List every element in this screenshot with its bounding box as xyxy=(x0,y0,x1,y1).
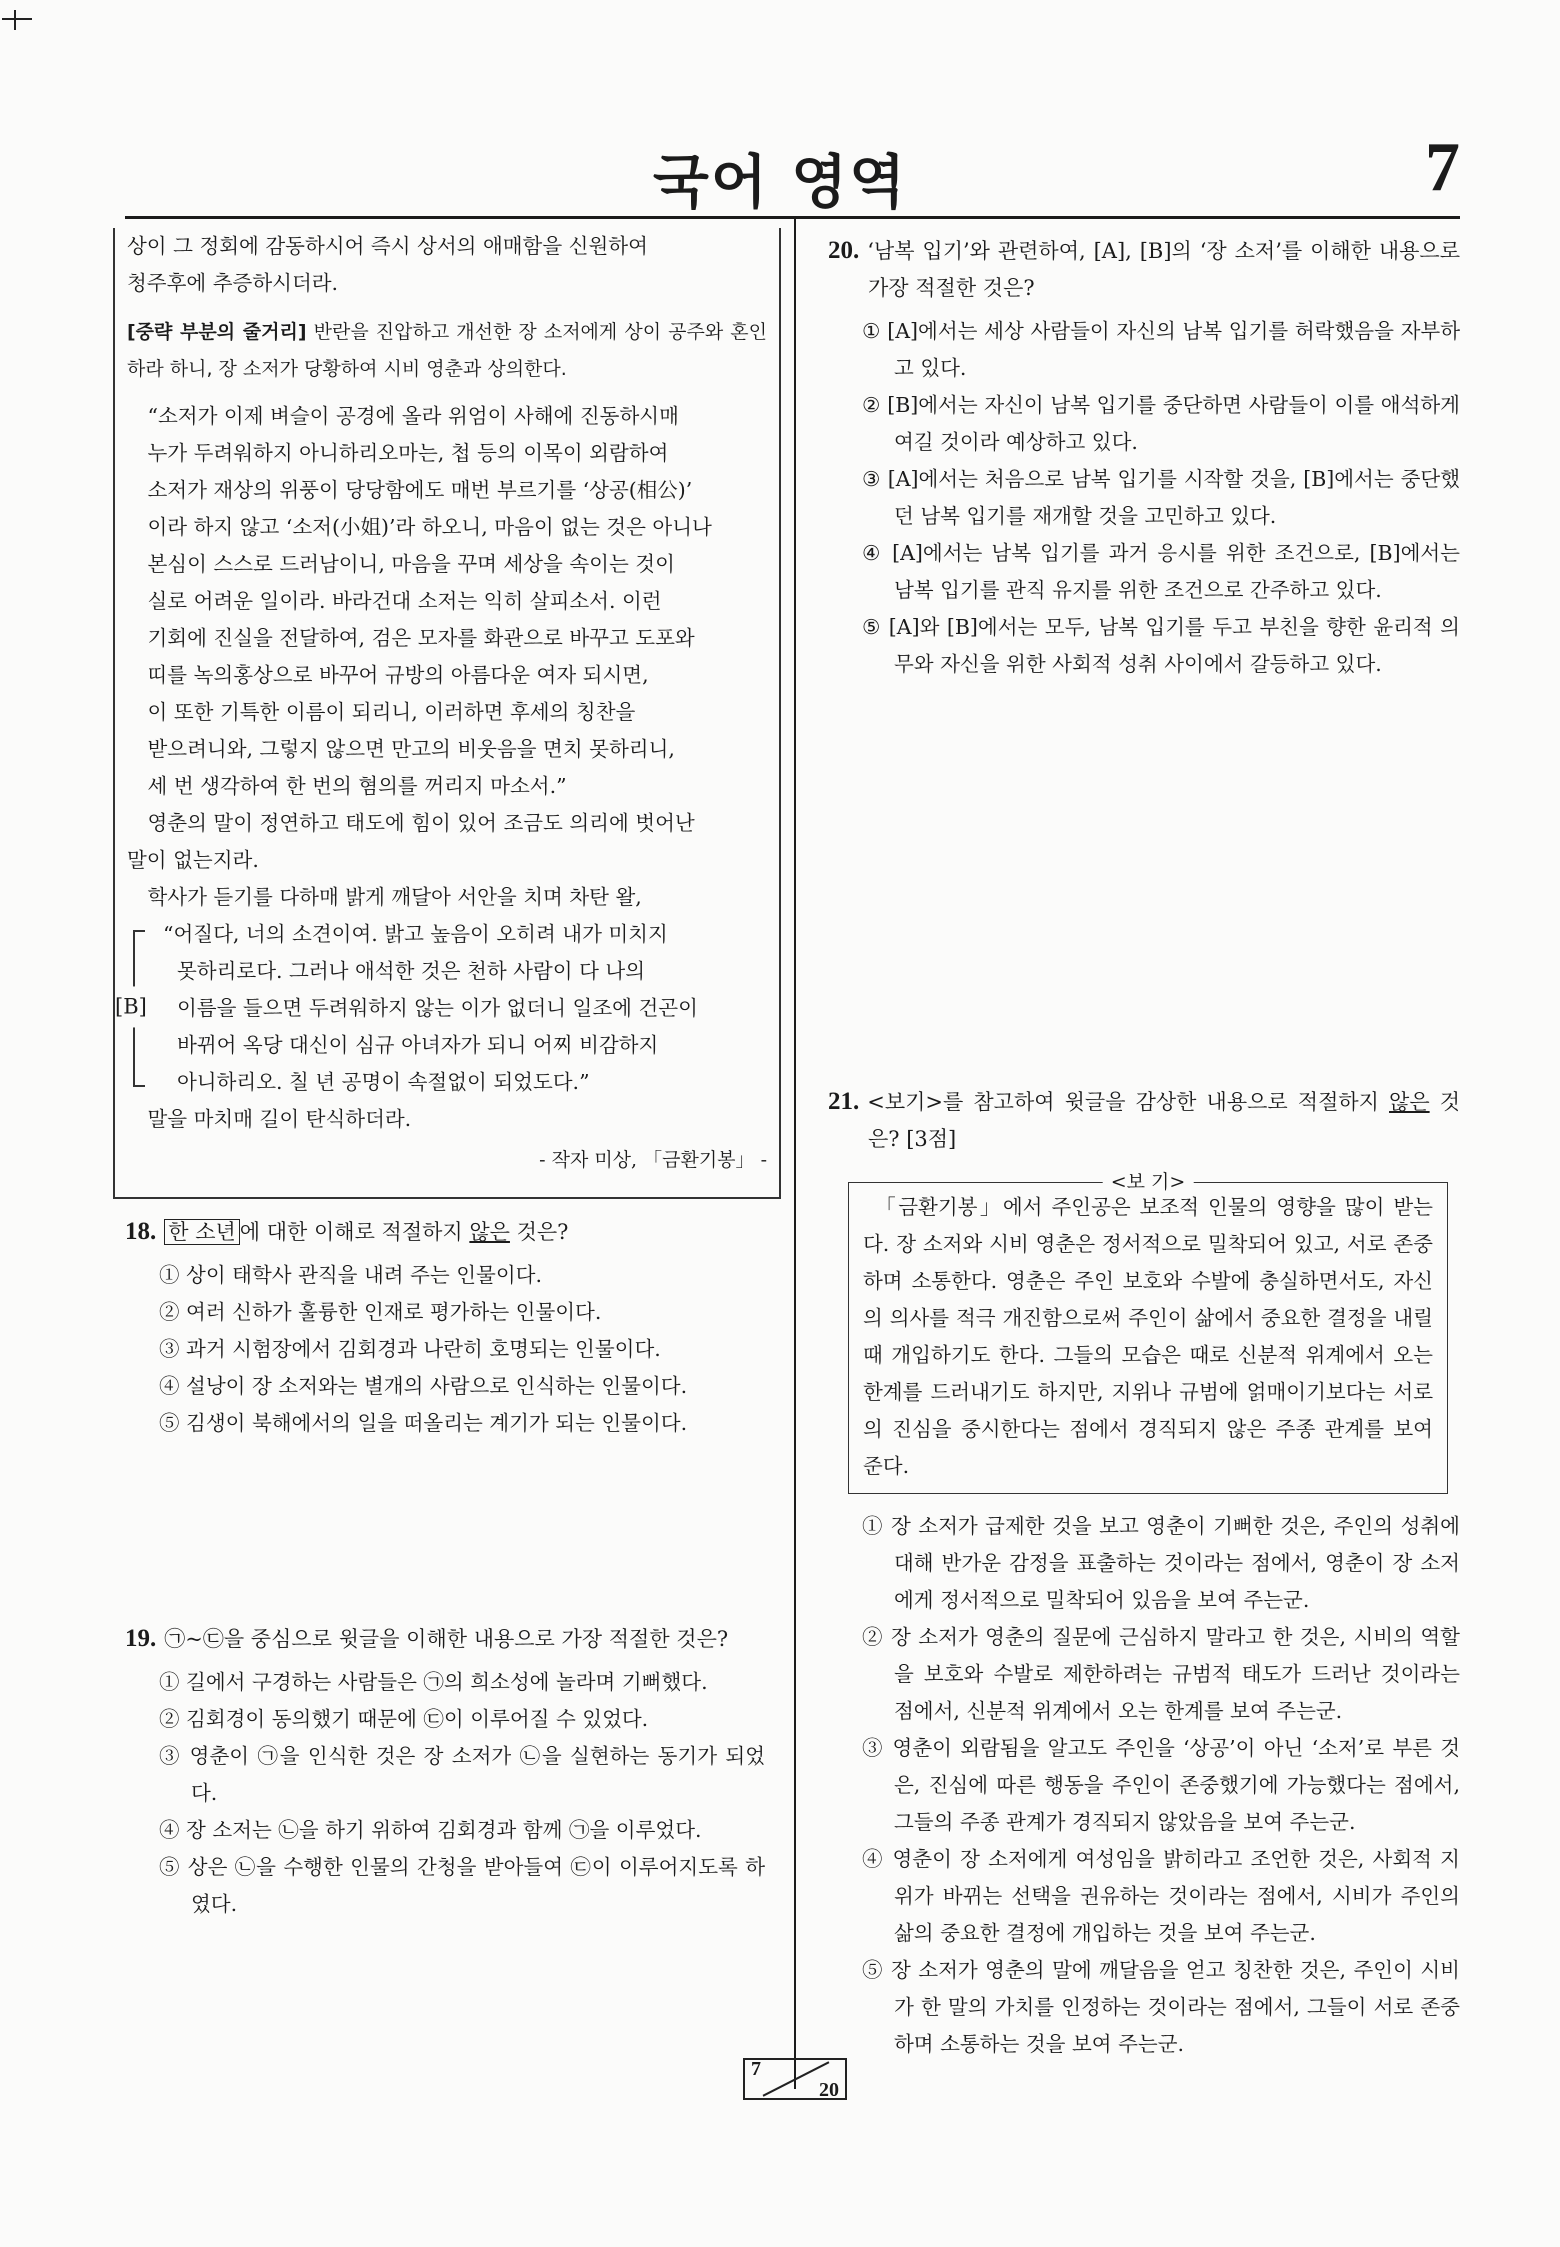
narration-line: 학사가 듣기를 다하매 밝게 깨달아 서안을 치며 차탄 왈, xyxy=(147,885,642,909)
yeongchun-speech xyxy=(127,398,767,805)
answer-option[interactable]: ⑤ 상은 ㉡을 수행한 인물의 간청을 받아들여 ㉢이 이루어지도록 하였다. xyxy=(159,1855,765,1916)
quote-line: “소저가 이제 벼슬이 공경에 올라 위엄이 사해에 진동하시매 xyxy=(147,404,679,428)
stem-text: <보기>를 참고하여 윗글을 감상한 내용으로 적절하지 xyxy=(867,1090,1390,1114)
stem-underlined: 않은 xyxy=(469,1220,510,1244)
bogi-text: 「금환기봉」에서 주인공은 보조적 인물의 영향을 많이 받는다. 장 소저와 시비 영춘은 정서적으로 밀착되어 있고, 서로 존중하며 소통한다. 영춘은 주인 보호와 수발에 충실하면서도, 자신의 의사를 적극 개진함으로써 주인이 삶에서 중요한 결정을 내릴 때 개입하기도 한다. 그들의 모습은 때로 신분적 위계에서 오는 한계를 드러내기도 하지만, 지위나 규범에 얽매이기보다는 서로의 진심을 중시한다는 점에서 경직되지 않은 주종 관계를 보여 준다. xyxy=(863,1195,1433,1478)
section-b-label: [B] xyxy=(115,986,147,1027)
closing-line: 말을 마치매 길이 탄식하더라. xyxy=(147,1107,412,1131)
section-b-line: 아니하리오. 칠 년 공명이 속절없이 되었도다.” xyxy=(177,1070,590,1094)
column-divider xyxy=(794,219,796,2089)
stem-text: 것은? [3점] xyxy=(868,1090,1460,1151)
summary-label: [중략 부분의 줄거리] xyxy=(127,321,307,343)
boxed-target: 한 소년 xyxy=(164,1219,240,1245)
answer-option[interactable]: ④ 장 소저는 ㉡을 하기 위하여 김회경과 함께 ㉠을 이루었다. xyxy=(159,1818,702,1842)
answer-option[interactable]: ④ 영춘이 장 소저에게 여성임을 밝히라고 조언한 것은, 사회적 지위가 바뀌는 선택을 권유하는 것이라는 점에서, 시비가 주인의 삶의 중요한 결정에 개입하는 것을 보여 주는군. xyxy=(862,1847,1460,1945)
stem-underlined: 않은 xyxy=(1389,1090,1430,1114)
summary-text: 반란을 진압하고 개선한 장 소저에게 상이 공주와 혼인하라 하니, 장 소저가 당황하여 시비 영춘과 상의한다. xyxy=(127,321,767,380)
left-column xyxy=(115,228,767,1923)
quote-line: 소저가 재상의 위풍이 당당함에도 매번 부르기를 ‘상공(相公)’ xyxy=(147,478,693,502)
quote-line: 받으려니와, 그렇지 않으면 만고의 비웃음을 면치 못하리니, xyxy=(147,737,675,761)
answer-option[interactable]: ① 상이 태학사 관직을 내려 주는 인물이다. xyxy=(159,1263,542,1287)
stem-text: 에 대한 이해로 적절하지 xyxy=(239,1220,470,1244)
answer-option[interactable]: ② 장 소저가 영춘의 질문에 근심하지 말라고 한 것은, 시비의 역할을 보호와 수발로 제한하려는 규범적 태도가 드러난 것이라는 점에서, 신분적 위계에서 오는 한계를 보여 주는군. xyxy=(862,1625,1460,1723)
right-column xyxy=(828,228,1460,2063)
section-b-line: 이름을 들으면 두려워하지 않는 이가 없더니 일조에 건곤이 xyxy=(177,996,698,1020)
answer-option[interactable]: ③ [A]에서는 처음으로 남복 입기를 시작할 것을, [B]에서는 중단했던 남복 입기를 재개할 것을 고민하고 있다. xyxy=(862,467,1460,528)
answer-options xyxy=(125,1257,765,1442)
answer-options xyxy=(125,1664,765,1923)
answer-option[interactable]: ④ [A]에서는 남복 입기를 과거 응시를 위한 조건으로, [B]에서는 남복 입기를 관직 유지를 위한 조건으로 간주하고 있다. xyxy=(862,541,1460,602)
page-number: 7 xyxy=(1425,129,1460,206)
section-b-line: “어질다, 너의 소견이여. 밝고 높음이 오히려 내가 미치지 xyxy=(163,922,668,946)
answer-option[interactable]: ② 여러 신하가 훌륭한 인재로 평가하는 인물이다. xyxy=(159,1300,602,1324)
question-18 xyxy=(125,1213,765,1442)
section-b xyxy=(115,916,767,1101)
stem-text: ‘남복 입기’와 관련하여, [A], [B]의 ‘장 소저’를 이해한 내용으로 가장 적절한 것은? xyxy=(867,239,1460,300)
answer-option[interactable]: ② [B]에서는 자신이 남복 입기를 중단하면 사람들이 이를 애석하게 여길 것이라 예상하고 있다. xyxy=(862,393,1460,454)
quote-line: 띠를 녹의홍상으로 바꾸어 규방의 아름다운 여자 되시면, xyxy=(147,663,649,687)
question-19 xyxy=(125,1620,765,1923)
question-20 xyxy=(828,232,1460,683)
reading-passage xyxy=(113,228,781,1199)
question-stem xyxy=(828,232,1460,307)
answer-option[interactable]: ① [A]에서는 세상 사람들이 자신의 남복 입기를 허락했음을 자부하고 있다. xyxy=(862,319,1460,380)
header-rule xyxy=(125,216,1460,219)
question-number: 21. xyxy=(828,1088,860,1115)
answer-options xyxy=(828,1508,1460,2063)
bogi-title: <보 기> xyxy=(1103,1169,1194,1195)
subject-title: 국어 영역 xyxy=(652,148,908,216)
narration-line: 말이 없는지라. xyxy=(127,848,259,872)
stem-text: 것은? xyxy=(509,1220,569,1244)
answer-option[interactable]: ⑤ 김생이 북해에서의 일을 떠올리는 계기가 되는 인물이다. xyxy=(159,1411,688,1435)
footer-total: 20 xyxy=(819,2079,839,2101)
narration-line: 영춘의 말이 정연하고 태도에 힘이 있어 조금도 의리에 벗어난 xyxy=(147,811,695,835)
question-number: 18. xyxy=(125,1218,157,1245)
section-b-line: 못하리로다. 그러나 애석한 것은 천하 사람이 다 나의 xyxy=(177,959,645,983)
quote-line: 세 번 생각하여 한 번의 혐의를 꺼리지 마소서.” xyxy=(147,774,567,798)
answer-option[interactable]: ③ 과거 시험장에서 김회경과 나란히 호명되는 인물이다. xyxy=(159,1337,661,1361)
answer-option[interactable]: ③ 영춘이 외람됨을 알고도 주인을 ‘상공’이 아닌 ‘소저’로 부른 것은, 진심에 따른 행동을 주인이 존중했기에 가능했다는 점에서, 그들의 주종 관계가 경직되지 않았음을 보여 주는군. xyxy=(862,1736,1460,1834)
omitted-summary xyxy=(127,314,767,388)
answer-option[interactable]: ① 장 소저가 급제한 것을 보고 영춘이 기뻐한 것은, 주인의 성취에 대해 반가운 감정을 표출하는 것이라는 점에서, 영춘이 장 소저에게 정서적으로 밀착되어 있음을 보여 주는군. xyxy=(862,1514,1460,1612)
passage-intro-line: 청주후에 추증하시더라. xyxy=(127,271,339,295)
question-number: 19. xyxy=(125,1625,157,1652)
answer-option[interactable]: ⑤ [A]와 [B]에서는 모두, 남복 입기를 두고 부친을 향한 윤리적 의무와 자신을 위한 사회적 성취 사이에서 갈등하고 있다. xyxy=(862,615,1460,676)
answer-option[interactable]: ② 김회경이 동의했기 때문에 ㉢이 이루어질 수 있었다. xyxy=(159,1707,649,1731)
question-number: 20. xyxy=(828,237,860,264)
question-21 xyxy=(828,1083,1460,2063)
question-stem xyxy=(125,1213,765,1251)
footer-page: 7 xyxy=(751,2058,761,2080)
answer-option[interactable]: ④ 설낭이 장 소저와는 별개의 사람으로 인식하는 인물이다. xyxy=(159,1374,688,1398)
crop-mark-horizontal xyxy=(2,18,32,20)
answer-option[interactable]: ③ 영춘이 ㉠을 인식한 것은 장 소저가 ㉡을 실현하는 동기가 되었다. xyxy=(159,1744,765,1805)
passage-intro-line: 상이 그 정회에 감동하시어 즉시 상서의 애매함을 신원하여 xyxy=(127,234,648,258)
answer-options xyxy=(828,313,1460,683)
passage-source: - 작자 미상, 「금환기봉」 - xyxy=(539,1149,767,1171)
answer-option[interactable]: ① 길에서 구경하는 사람들은 ㉠의 희소성에 놀라며 기뻐했다. xyxy=(159,1670,708,1694)
answer-option[interactable]: ⑤ 장 소저가 영춘의 말에 깨달음을 얻고 칭찬한 것은, 주인이 시비가 한 말의 가치를 인정하는 것이라는 점에서, 그들이 서로 존중하며 소통하는 것을 보여 주는군. xyxy=(862,1958,1460,2056)
question-stem xyxy=(125,1620,765,1658)
stem-text: ㉠~㉢을 중심으로 윗글을 이해한 내용으로 가장 적절한 것은? xyxy=(164,1627,729,1651)
crop-mark-vertical xyxy=(14,10,16,30)
quote-line: 누가 두려워하지 아니하리오마는, 첩 등의 이목이 외람하여 xyxy=(147,441,669,465)
quote-line: 실로 어려운 일이라. 바라건대 소저는 익히 살피소서. 이런 xyxy=(147,589,662,613)
question-stem xyxy=(828,1083,1460,1158)
quote-line: 기회에 진실을 전달하여, 검은 모자를 화관으로 바꾸고 도포와 xyxy=(147,626,695,650)
section-b-line: 바뀌어 옥당 대신이 심규 아녀자가 되니 어찌 비감하지 xyxy=(177,1033,659,1057)
quote-line: 이라 하지 않고 ‘소저(小姐)’라 하오니, 마음이 없는 것은 아니나 xyxy=(147,515,712,539)
page-footer xyxy=(743,2058,847,2100)
quote-line: 본심이 스스로 드러남이니, 마음을 꾸며 세상을 속이는 것이 xyxy=(147,552,675,576)
bogi-box xyxy=(848,1171,1448,1494)
quote-line: 이 또한 기특한 이름이 되리니, 이러하면 후세의 칭찬을 xyxy=(147,700,636,724)
